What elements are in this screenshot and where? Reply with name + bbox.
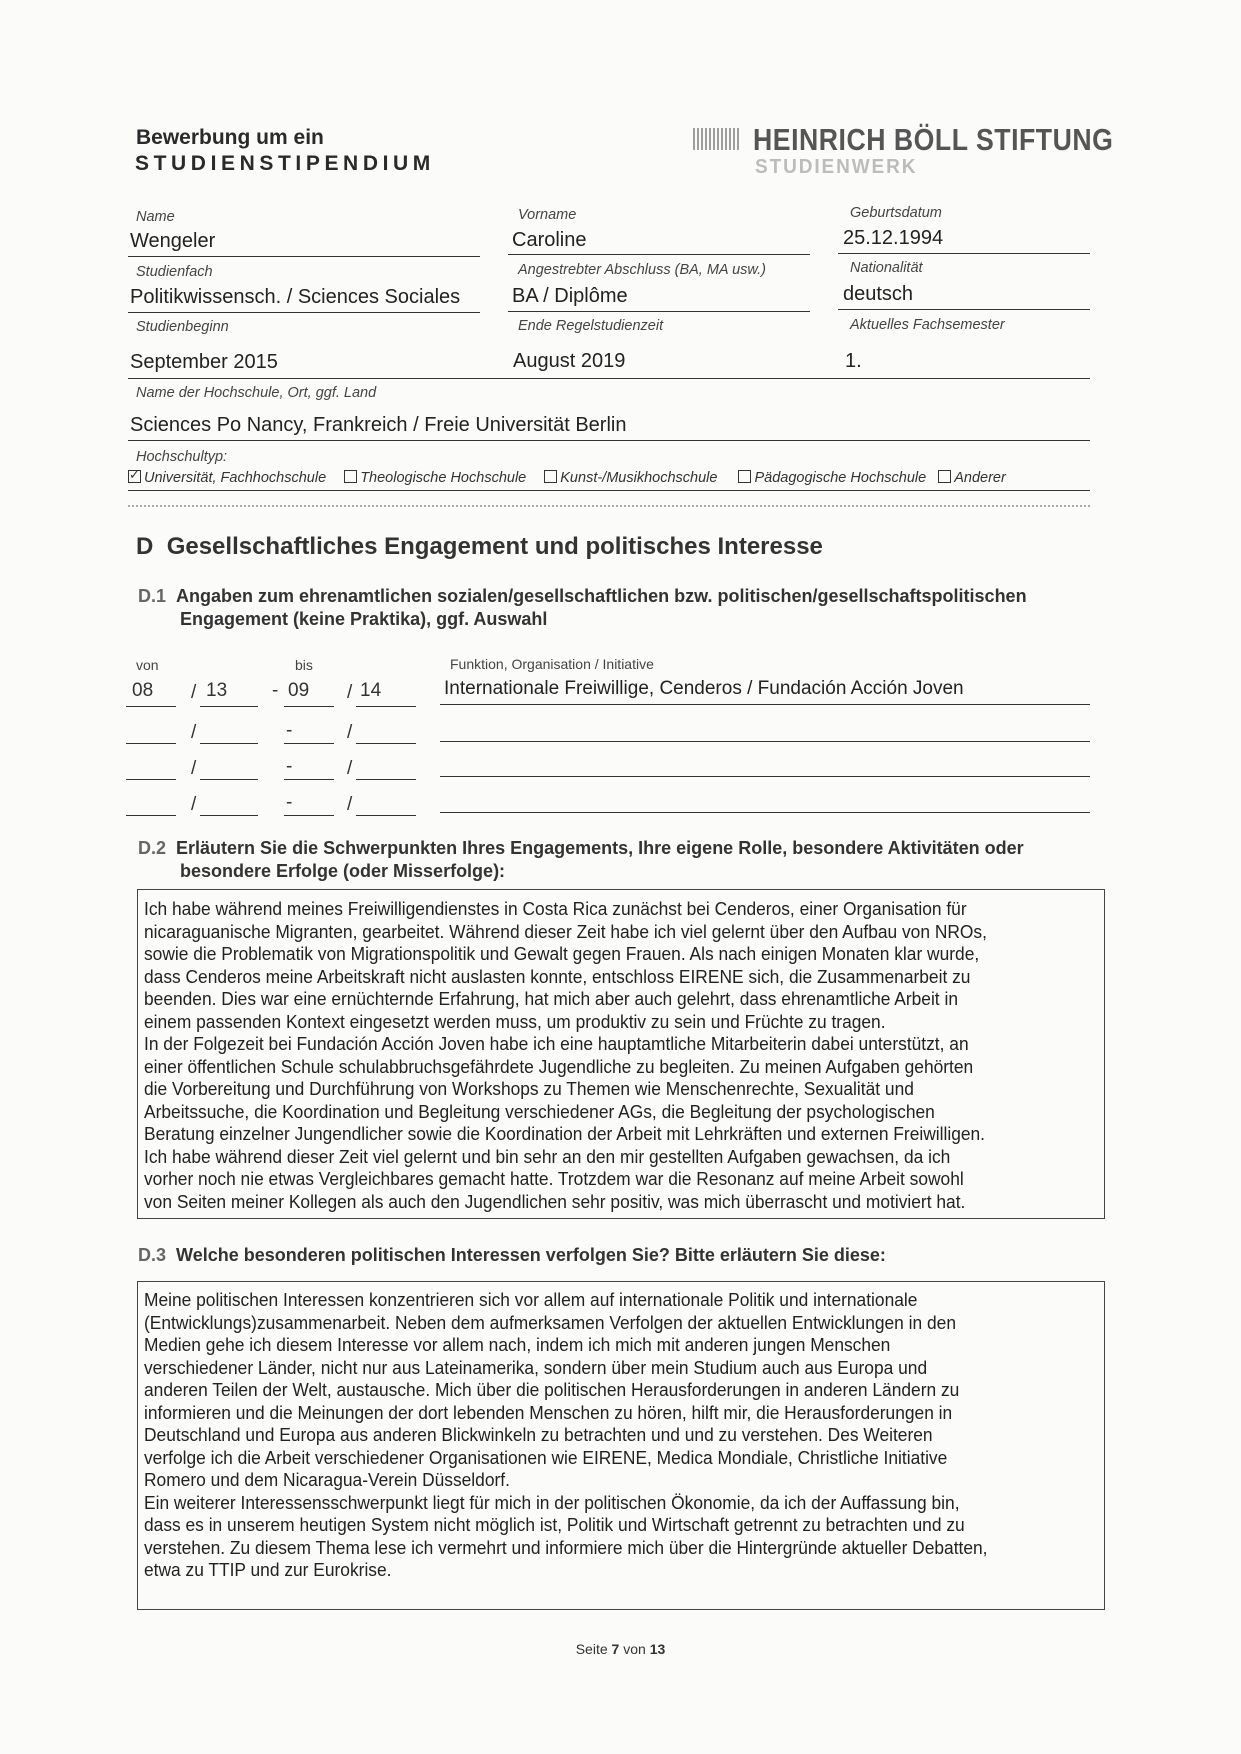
section-divider (128, 505, 1090, 507)
d2-heading: D.2 Erläutern Sie die Schwerpunkten Ihres Engagements, Ihre eigene Rolle, besondere Aktivitäten oder (138, 838, 1024, 858)
d2-answer-box[interactable] (137, 889, 1105, 1219)
entry2-von-month[interactable] (126, 743, 176, 744)
option-theologisch[interactable]: Theologische Hochschule (344, 470, 526, 486)
entry2-bis-year[interactable] (356, 743, 416, 744)
section-d-title: D Gesellschaftliches Engagement und politisches Interesse (136, 533, 823, 560)
answer-line: die Vorbereitung und Durchführung von Workshops zu Themen wie Menschenrechte, Sexualität und (144, 1079, 914, 1099)
entry4-von-month[interactable] (126, 815, 176, 816)
entry2-funktion[interactable] (440, 741, 1090, 742)
vorname-underline (508, 254, 810, 255)
answer-line: einem passenden Kontext eingesetzt werden muss, um produktiv zu sein und Früchte zu tragen. (144, 1011, 886, 1032)
regelstudienzeit-field[interactable]: August 2019 (513, 350, 626, 372)
geburtsdatum-label: Geburtsdatum (850, 205, 942, 221)
d1-heading: D.1 Angaben zum ehrenamtlichen sozialen/gesellschaftlichen bzw. politischen/gesellschaftspolitischen (138, 586, 1027, 606)
hochschultyp-label: Hochschultyp: (136, 449, 228, 465)
answer-line: sowie die Problematik von Migrationspolitik und Gewalt gegen Frauen. Als nach einigen Monaten klar wurde, (144, 944, 980, 964)
studienbeginn-field[interactable]: September 2015 (130, 351, 278, 373)
date-slash: / (191, 682, 197, 703)
entry-von-year[interactable]: 13 (206, 680, 228, 701)
answer-line: verstehen. Zu diesem Thema lese ich vermehrt und informiere mich über die Hintergründe aktueller Debatten, (144, 1537, 988, 1558)
answer-line: dass es in unserem heutigen System nicht möglich ist, Politik und Wirtschaft getrennt zu betrachten und zu (144, 1515, 965, 1535)
page-total: 13 (649, 1641, 666, 1657)
page-footer: Seite 7 von 13 (575, 1641, 666, 1657)
entry-funktion[interactable]: Internationale Freiwillige, Cenderos / Fundación Acción Joven (444, 678, 964, 699)
date-slash: / (191, 758, 197, 779)
logo-bars-icon (693, 128, 741, 150)
geburtsdatum-underline (838, 253, 1090, 254)
answer-line: Meine politischen Interessen konzentrieren sich vor allem auf internationale Politik und internationale (144, 1290, 918, 1310)
name-field[interactable]: Wengeler (130, 230, 216, 252)
answer-line: Ein weiterer Interessensschwerpunkt liegt für mich in der politischen Ökonomie, da ich der Auffassung bin, (144, 1492, 960, 1513)
hochschule-field[interactable]: Sciences Po Nancy, Frankreich / Freie Universität Berlin (130, 414, 627, 436)
date-dash: - (286, 792, 293, 813)
answer-line: Arbeitssuche, die Koordination und Begleitung verschiedener AGs, die Begleitung der psychologischen (144, 1101, 935, 1122)
answer-line: beenden. Dies war eine ernüchternde Erfahrung, hat mich aber auch gelehrt, dass ehrenamtliche Arbeit in (144, 989, 958, 1009)
studienfach-underline (128, 312, 480, 313)
checkbox-icon[interactable] (738, 470, 751, 483)
option-kunst-musik[interactable]: Kunst-/Musikhochschule (544, 470, 717, 486)
entry2-bis-month[interactable] (284, 743, 334, 744)
answer-line: nicaraguanische Migranten, gearbeitet. Während dieser Zeit habe ich viel gelernt über den Aufbau von NROs, (144, 921, 987, 942)
checkbox-icon[interactable] (344, 470, 357, 483)
date-slash: / (347, 722, 353, 743)
entry-von-month[interactable]: 08 (132, 680, 154, 701)
page-number: 7 (611, 1641, 620, 1657)
bis-label: bis (295, 657, 313, 673)
nationalitaet-underline (838, 309, 1090, 310)
entry1-line-c (284, 706, 334, 707)
entry4-von-year[interactable] (200, 815, 258, 816)
entry1-line-a (126, 706, 176, 707)
form-title: Bewerbung um ein (136, 126, 324, 149)
regelstudienzeit-label: Ende Regelstudienzeit (518, 318, 664, 334)
fachsemester-field[interactable]: 1. (845, 350, 862, 372)
answer-line: Romero und dem Nicaragua-Verein Düsseldorf. (144, 1470, 510, 1490)
studienbeginn-label: Studienbeginn (136, 319, 229, 335)
date-slash: / (347, 682, 353, 703)
studienfach-label: Studienfach (136, 264, 213, 280)
checkbox-icon[interactable] (544, 470, 557, 483)
answer-line: verfolge ich die Arbeit verschiedener Organisationen wie EIRENE, Medica Mondiale, Christliche Initiative (144, 1447, 948, 1468)
entry-bis-month[interactable]: 09 (288, 680, 310, 701)
d3-answer-text (144, 1289, 1018, 1582)
date-slash: / (191, 794, 197, 815)
fachsemester-label: Aktuelles Fachsemester (850, 317, 1005, 333)
answer-line: verschiedener Länder, nicht nur aus Lateinamerika, sondern über mein Studium auch aus Europa und (144, 1357, 928, 1378)
answer-line: Beratung einzelner Jungendlicher sowie die Koordination der Arbeit mit Lehrkräften und externen Freiwilligen. (144, 1124, 986, 1144)
answer-line: Ich habe während dieser Zeit viel gelernt und bin sehr an den mir gestellten Aufgaben gewachsen, da ich (144, 1146, 951, 1167)
hochschultyp-options (128, 470, 1006, 486)
answer-line: Medien gehe ich diesem Interesse vor allem nach, indem ich mich mit anderen jungen Menschen (144, 1335, 891, 1355)
hochschule-label: Name der Hochschule, Ort, ggf. Land (136, 385, 377, 401)
answer-line: vorher noch nie etwas Vergleichbares gemacht hatte. Trotzdem war die Resonanz auf meine Arbeit sowohl (144, 1169, 964, 1189)
entry3-von-year[interactable] (200, 779, 258, 780)
entry4-funktion[interactable] (440, 812, 1090, 813)
entry3-von-month[interactable] (126, 779, 176, 780)
entry-bis-year[interactable]: 14 (360, 680, 382, 701)
abschluss-label: Angestrebter Abschluss (BA, MA usw.) (518, 262, 766, 278)
answer-line: etwa zu TTIP und zur Eurokrise. (144, 1560, 392, 1580)
d3-heading: D.3 Welche besonderen politischen Interessen verfolgen Sie? Bitte erläutern Sie diese: (138, 1245, 886, 1265)
entry3-funktion[interactable] (440, 776, 1090, 777)
date-slash: / (347, 794, 353, 815)
entry4-bis-year[interactable] (356, 815, 416, 816)
entry1-line-e (440, 704, 1090, 705)
option-anderer[interactable]: Anderer (938, 470, 1006, 486)
entry4-bis-month[interactable] (284, 815, 334, 816)
name-underline (128, 256, 480, 257)
nationalitaet-label: Nationalität (850, 260, 923, 276)
hochschule-underline (128, 440, 1090, 441)
form-subtitle: STUDIENSTIPENDIUM (135, 152, 435, 175)
option-paedagogisch[interactable]: Pädagogische Hochschule (738, 470, 926, 486)
logo-sub-text: STUDIENWERK (755, 156, 918, 178)
d3-answer-box[interactable] (137, 1281, 1105, 1610)
date-slash: / (347, 758, 353, 779)
entry2-von-year[interactable] (200, 743, 258, 744)
logo-main-text: HEINRICH BÖLL STIFTUNG (753, 122, 1114, 157)
answer-line: Deutschland und Europa aus anderen Blickwinkeln zu betrachten und und zu verstehen. Des Weiteren (144, 1425, 933, 1445)
d1-heading-line2: Engagement (keine Praktika), ggf. Auswahl (180, 609, 548, 629)
studienfach-field[interactable]: Politikwissensch. / Sciences Sociales (130, 286, 461, 308)
date-slash: / (191, 722, 197, 743)
entry1-line-b (200, 706, 258, 707)
answer-line: informieren und die Meinungen der dort lebenden Menschen zu hören, hilft mir, die Herausforderungen in (144, 1402, 953, 1423)
funktion-label: Funktion, Organisation / Initiative (450, 656, 654, 672)
answer-line: einer öffentlichen Schule schulabbruchsgefährdete Jugendliche zu begleiten. Zu meinen Aufgaben gehörten (144, 1056, 974, 1077)
d2-heading-line2: besondere Erfolge (oder Misserfolge): (180, 861, 506, 881)
answer-line: dass Cenderos meine Arbeitskraft nicht auslasten konnte, entschloss EIRENE sich, die Zusammenarbeit zu (144, 966, 971, 987)
entry3-bis-month[interactable] (284, 779, 334, 780)
geburtsdatum-field[interactable]: 25.12.1994 (843, 227, 944, 249)
abschluss-underline (508, 311, 810, 312)
vorname-label: Vorname (518, 207, 577, 223)
von-label: von (136, 657, 159, 673)
date-dash: - (286, 720, 293, 741)
entry3-bis-year[interactable] (356, 779, 416, 780)
answer-line: Ich habe während meines Freiwilligendienstes in Costa Rica zunächst bei Cenderos, einer Organisation für (144, 899, 967, 919)
date-dash: - (286, 756, 293, 777)
nationalitaet-field[interactable]: deutsch (843, 283, 914, 305)
answer-line: anderen Teilen der Welt, austausche. Mich über die politischen Herausforderungen in anderen Ländern zu (144, 1380, 960, 1400)
answer-line: (Entwicklungs)zusammenarbeit. Neben dem aufmerksamen Verfolgen der aktuellen Entwicklungen in den (144, 1312, 957, 1333)
name-label: Name (136, 209, 175, 225)
answer-line: In der Folgezeit bei Fundación Acción Joven habe ich eine hauptamtliche Mitarbeiterin dabei unterstützt, an (144, 1034, 969, 1054)
checkbox-icon[interactable] (938, 470, 951, 483)
abschluss-field[interactable]: BA / Diplôme (512, 285, 628, 307)
vorname-field[interactable]: Caroline (512, 229, 587, 251)
checkbox-checked-icon[interactable] (128, 470, 141, 483)
option-universitaet[interactable]: ✓Universität, Fachhochschule (128, 470, 326, 486)
d2-answer-text (144, 898, 1018, 1213)
row3-underline (128, 378, 1090, 379)
hochschultyp-underline (128, 490, 1090, 491)
date-dash: - (272, 680, 279, 701)
entry1-line-d (356, 706, 416, 707)
answer-line: von Seiten meiner Kollegen als auch den Jugendlichen sehr positiv, was mich überrascht und motiviert hat. (144, 1191, 966, 1212)
